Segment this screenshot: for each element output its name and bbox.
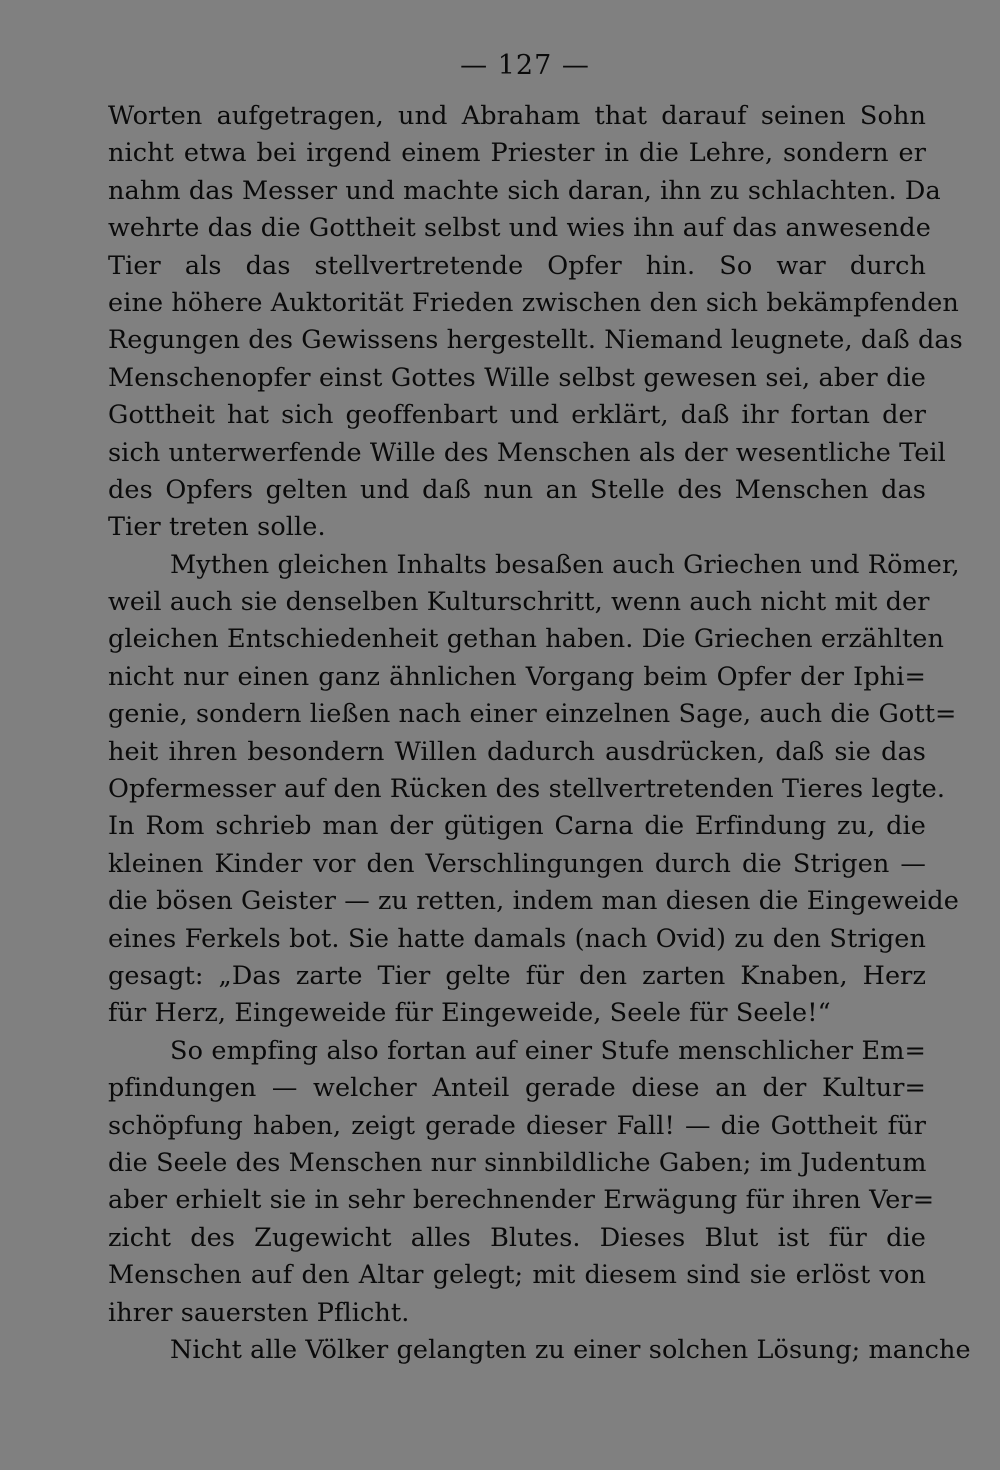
text-line: kleinen Kinder vor den Verschlingungen durch die Strigen — [108,848,926,879]
text-line: Menschenopfer einst Gottes Wille selbst gewesen sei, aber die [108,362,926,393]
text-line: gleichen Entschiedenheit gethan haben. Die Griechen erzählten [108,624,945,655]
text-line: Worten aufgetragen, und Abraham that darauf seinen Sohn [108,101,926,131]
text-line: für Herz, Eingeweide für Eingeweide, Seele für Seele!“ [108,998,831,1029]
text-line: Tier treten solle. [108,512,326,543]
text-line: eine höhere Auktorität Frieden zwischen den sich bekämpfenden [108,287,959,318]
text-line: So empfing also fortan auf einer Stufe menschlicher Em= [170,1035,926,1066]
text-line: nicht etwa bei irgend einem Priester in die Lehre, sondern er [108,138,926,169]
text-line: nahm das Messer und machte sich daran, ihn zu schlachten. Da [108,175,941,206]
book-page [108,48,971,1369]
text-line: zicht des Zugewicht alles Blutes. Dieses Blut ist für die [108,1222,926,1253]
text-line: heit ihren besondern Willen dadurch ausdrücken, daß sie das [108,736,926,767]
text-line: eines Ferkels bot. Sie hatte damals (nach Ovid) zu den Strigen [108,923,926,954]
text-line: nicht nur einen ganz ähnlichen Vorgang beim Opfer der Iphi= [108,661,926,692]
text-line: Regungen des Gewissens hergestellt. Niemand leugnete, daß das [108,325,963,356]
text-line: pfindungen — welcher Anteil gerade diese an der Kultur= [108,1073,926,1104]
text-line: schöpfung haben, zeigt gerade dieser Fall! — die Gottheit für [108,1110,926,1141]
page-number: — 127 — [460,50,590,81]
text-line: aber erhielt sie in sehr berechnender Erwägung für ihren Ver= [108,1185,935,1216]
text-line: Gottheit hat sich geoffenbart und erklärt, daß ihr fortan der [108,400,926,431]
text-line: weil auch sie denselben Kulturschritt, wenn auch nicht mit der [108,587,930,618]
text-line: die bösen Geister — zu retten, indem man diesen die Eingeweide [108,886,959,917]
body-text [108,98,971,1369]
text-line: Mythen gleichen Inhalts besaßen auch Griechen und Römer, [170,549,960,580]
text-line: Tier als das stellvertretende Opfer hin. So war durch [108,250,926,281]
text-line: wehrte das die Gottheit selbst und wies ihn auf das anwesende [108,213,931,244]
text-line: sich unterwerfende Wille des Menschen als der wesentliche Teil [108,437,946,468]
text-line: gesagt: „Das zarte Tier gelte für den zarten Knaben, Herz [108,960,926,991]
text-line: genie, sondern ließen nach einer einzelnen Sage, auch die Gott= [108,699,957,730]
text-line: Opfermesser auf den Rücken des stellvertretenden Tieres legte. [108,774,946,805]
text-line: ihrer sauersten Pflicht. [108,1297,410,1328]
text-line: Menschen auf den Altar gelegt; mit diesem sind sie erlöst von [108,1260,926,1291]
text-line: des Opfers gelten und daß nun an Stelle des Menschen das [108,474,926,505]
text-line: Nicht alle Völker gelangten zu einer solchen Lösung; manche [170,1334,971,1365]
text-line: In Rom schrieb man der gütigen Carna die Erfindung zu, die [108,811,926,842]
text-line: die Seele des Menschen nur sinnbildliche Gaben; im Judentum [108,1147,927,1178]
